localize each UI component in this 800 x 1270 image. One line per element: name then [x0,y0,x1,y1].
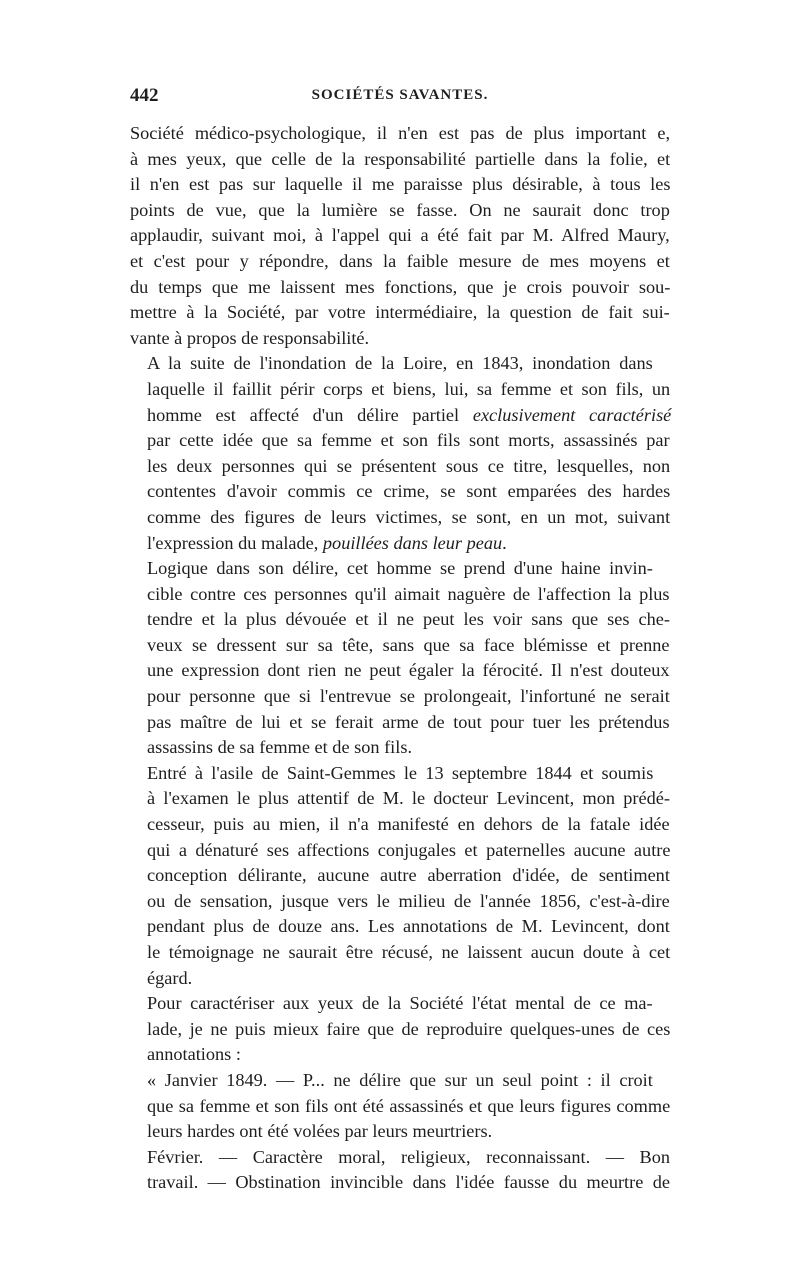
text-line: Entré à l'asile de Saint-Gemmes le 13 septembre 1844 et soumis [147,762,654,783]
text-line: conception délirante, aucune autre aberration d'idée, de sentiment [147,865,670,886]
text-line: du temps que me laissent mes fonctions, que je crois pouvoir sou- [130,276,671,297]
text-line: leurs hardes ont été volées par leurs meurtriers. [147,1121,493,1142]
text-line: une expression dont rien ne peut égaler la férocité. Il n'est douteux [147,660,670,681]
text-line: cesseur, puis au mien, il n'a manifesté en dehors de la fatale idée [147,814,670,835]
text-line: il n'en est pas sur laquelle il me paraisse plus désirable, à tous les [130,174,671,195]
text-line: mettre à la Société, par votre intermédiaire, la question de fait sui- [130,302,670,323]
text-line: applaudir, suivant moi, à l'appel qui a été fait par M. Alfred Maury, [130,225,670,246]
paragraph [130,1068,670,1145]
italic-phrase: exclusivement caractérisé [472,404,672,425]
text-line: à mes yeux, que celle de la responsabilité partielle dans la folie, et [130,148,671,169]
book-page [130,85,670,1196]
text-line: tendre et la plus dévouée et il ne peut les voir sans que ses che- [147,609,670,630]
text-line: et c'est pour y répondre, dans la faible mesure de mes moyens et [130,250,670,271]
text-line: égard. [147,967,193,988]
text-line: travail. — Obstination invincible dans l'idée fausse du meurtre de [147,1172,670,1193]
text-line: comme des figures de leurs victimes, se sont, en un mot, suivant [147,506,671,527]
text-line: ou de sensation, jusque vers le milieu de l'année 1856, c'est-à-dire [147,890,670,911]
text-line: annotations : [147,1044,241,1065]
paragraph [130,556,670,761]
body-text [130,121,670,1196]
text-line: points de vue, que la lumière se fasse. On ne saurait donc trop [130,199,670,220]
text-line: qui a dénaturé ses affections conjugales et paternelles aucune autre [147,839,671,860]
text-line: que sa femme et son fils ont été assassinés et que leurs figures comme [147,1095,671,1116]
text-line: homme est affecté d'un délire partiel exclusivement caractérisé [147,404,672,425]
text-line: par cette idée que sa femme et son fils sont morts, assassinés par [147,430,670,451]
text-line: pour personne que si l'entrevue se prolongeait, l'infortuné ne serait [147,686,670,707]
running-title: SOCIÉTÉS SAVANTES. [311,87,489,103]
page-number: 442 [130,85,159,106]
text-line: A la suite de l'inondation de la Loire, en 1843, inondation dans [147,353,653,374]
text-line: contentes d'avoir commis ce crime, se sont emparées des hardes [147,481,671,502]
paragraph [130,761,670,991]
italic-phrase: pouillées dans leur peau [322,532,503,553]
text-line: les deux personnes qui se présentent sous ce titre, lesquelles, non [147,455,671,476]
text-line: cible contre ces personnes qu'il aimait naguère de l'affection la plus [147,583,670,604]
paragraph [130,121,670,351]
text-line: Logique dans son délire, cet homme se prend d'une haine invin- [147,558,653,579]
text-line: laquelle il faillit périr corps et biens, lui, sa femme et son fils, un [147,378,671,399]
text-line: vante à propos de responsabilité. [130,327,370,348]
text-line: Société médico-psychologique, il n'en est pas de plus important e, [130,123,671,143]
text-line: « Janvier 1849. — P... ne délire que sur un seul point : il croit [147,1069,653,1090]
text-line: l'expression du malade, pouillées dans leur peau. [147,532,507,553]
text-line: Février. — Caractère moral, religieux, reconnaissant. — Bon [147,1146,670,1167]
text-line: à l'examen le plus attentif de M. le docteur Levincent, mon prédé- [147,788,670,809]
text-line: pendant plus de douze ans. Les annotations de M. Levincent, dont [147,916,670,937]
paragraph [130,991,670,1068]
paragraph [130,1145,670,1196]
text-line: le témoignage ne saurait être récusé, ne laissent aucun doute à cet [147,942,671,962]
text-line: Pour caractériser aux yeux de la Société l'état mental de ce ma- [147,993,653,1014]
text-line: assassins de sa femme et de son fils. [147,737,413,758]
paragraph [130,351,670,556]
text-line: veux se dressent sur sa tête, sans que sa face blémisse et prenne [147,634,670,655]
text-line: lade, je ne puis mieux faire que de reproduire quelques-unes de ces [147,1018,671,1039]
page-header [130,85,670,115]
text-line: pas maître de lui et se ferait arme de tout pour tuer les prétendus [147,711,670,732]
